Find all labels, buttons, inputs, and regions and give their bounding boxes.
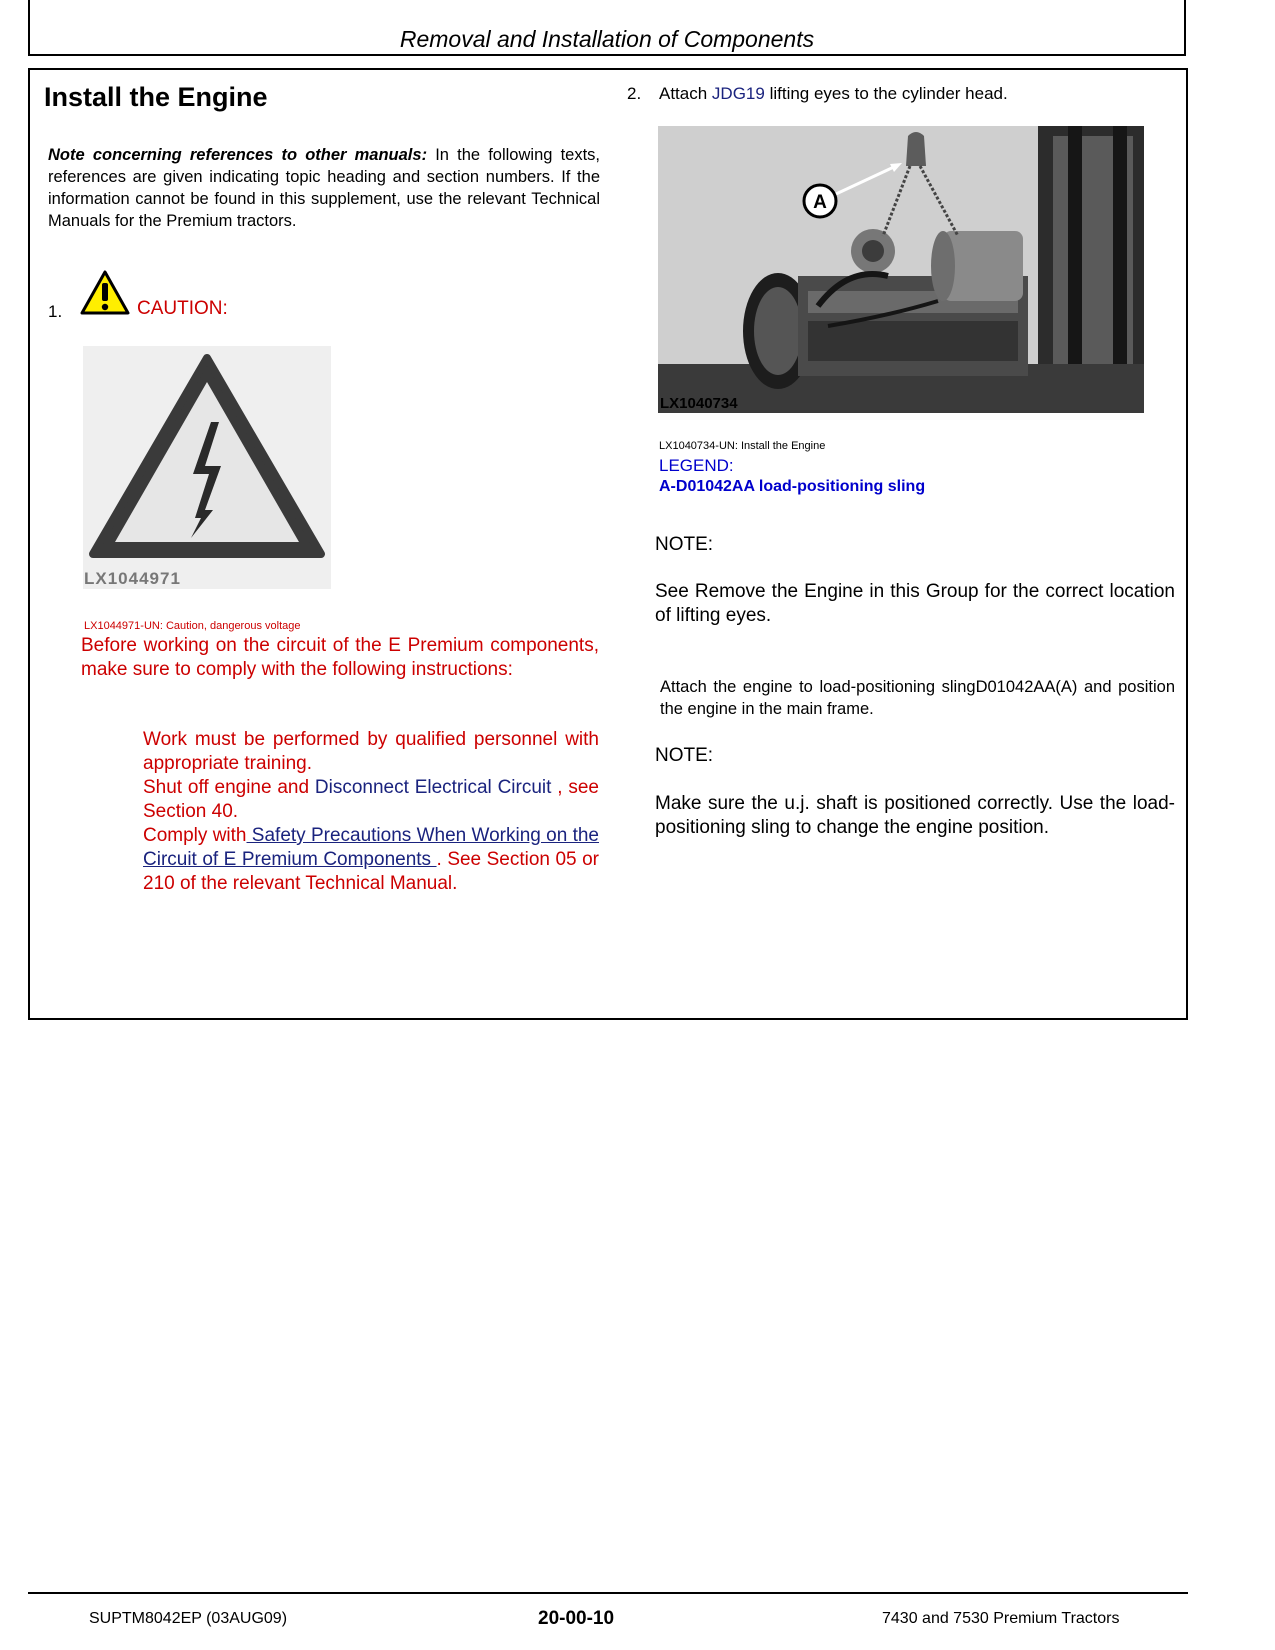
high-voltage-warning-icon (83, 346, 331, 589)
caution-body: Before working on the circuit of the E Premium components, make sure to comply with the following instructions: (81, 635, 599, 680)
note-body: In the following texts, references are given indicating topic heading and section numbers. If the information cannot be found in this supplement, use the relevant Technical Manuals for the Premium tractors. (48, 146, 600, 230)
caution-triangle-icon (80, 270, 130, 316)
step-1-number: 1. (48, 302, 63, 321)
safety-precautions-link[interactable]: Safety Precautions When Working on the Circuit of E Premium Components (143, 825, 599, 870)
step-2-number: 2. (627, 84, 642, 103)
instruction-2: Shut off engine and Disconnect Electrical Circuit , see Section 40. (143, 777, 599, 822)
engine-lifting-photo (658, 126, 1144, 413)
footer-page-number: 20-00-10 (538, 1608, 615, 1629)
instruction-3: Comply with Safety Precautions When Working on the Circuit of E Premium Components . See Section 05 or 210 of the relevant Technical Manual. (143, 825, 599, 894)
caution-instructions (143, 728, 599, 896)
note-1-text: See Remove the Engine in this Group for the correct location of lifting eyes. (655, 581, 1175, 626)
note-2-label: NOTE: (655, 745, 714, 766)
legend-item-a: A-D01042AA load-positioning sling (659, 478, 926, 495)
note-1-label: NOTE: (655, 534, 714, 555)
callout-a-label: A (813, 192, 827, 213)
footer-rule (28, 1592, 1188, 1594)
disconnect-circuit-link[interactable]: Disconnect Electrical Circuit (314, 777, 552, 798)
step-2-text: Attach JDG19 lifting eyes to the cylinder head. (659, 84, 1008, 103)
engine-image-caption: LX1040734-UN: Install the Engine (659, 440, 826, 452)
page-header-title: Removal and Installation of Components (399, 26, 815, 52)
manual-reference-note (48, 144, 600, 232)
note-lead: Note concerning references to other manuals: (48, 146, 428, 164)
instruction-1: Work must be performed by qualified personnel with appropriate training. (143, 729, 599, 774)
footer-product-title: 7430 and 7530 Premium Tractors (882, 1610, 1120, 1627)
warning-image-caption: LX1044971-UN: Caution, dangerous voltage (84, 620, 301, 632)
attach-engine-instruction: Attach the engine to load-positioning slingD01042AA(A) and position the engine in the main frame. (660, 678, 1175, 718)
tool-jdg19-link[interactable]: JDG19 (711, 84, 765, 103)
warning-image-id: LX1044971 (84, 569, 181, 588)
footer-document-id: SUPTM8042EP (03AUG09) (89, 1610, 288, 1627)
caution-label: CAUTION: (137, 298, 228, 319)
engine-image-id: LX1040734 (660, 395, 738, 412)
section-title: Install the Engine (44, 82, 268, 112)
note-2-text: Make sure the u.j. shaft is positioned correctly. Use the load-positioning sling to change the engine position. (655, 793, 1175, 838)
legend-label: LEGEND: (659, 456, 734, 475)
